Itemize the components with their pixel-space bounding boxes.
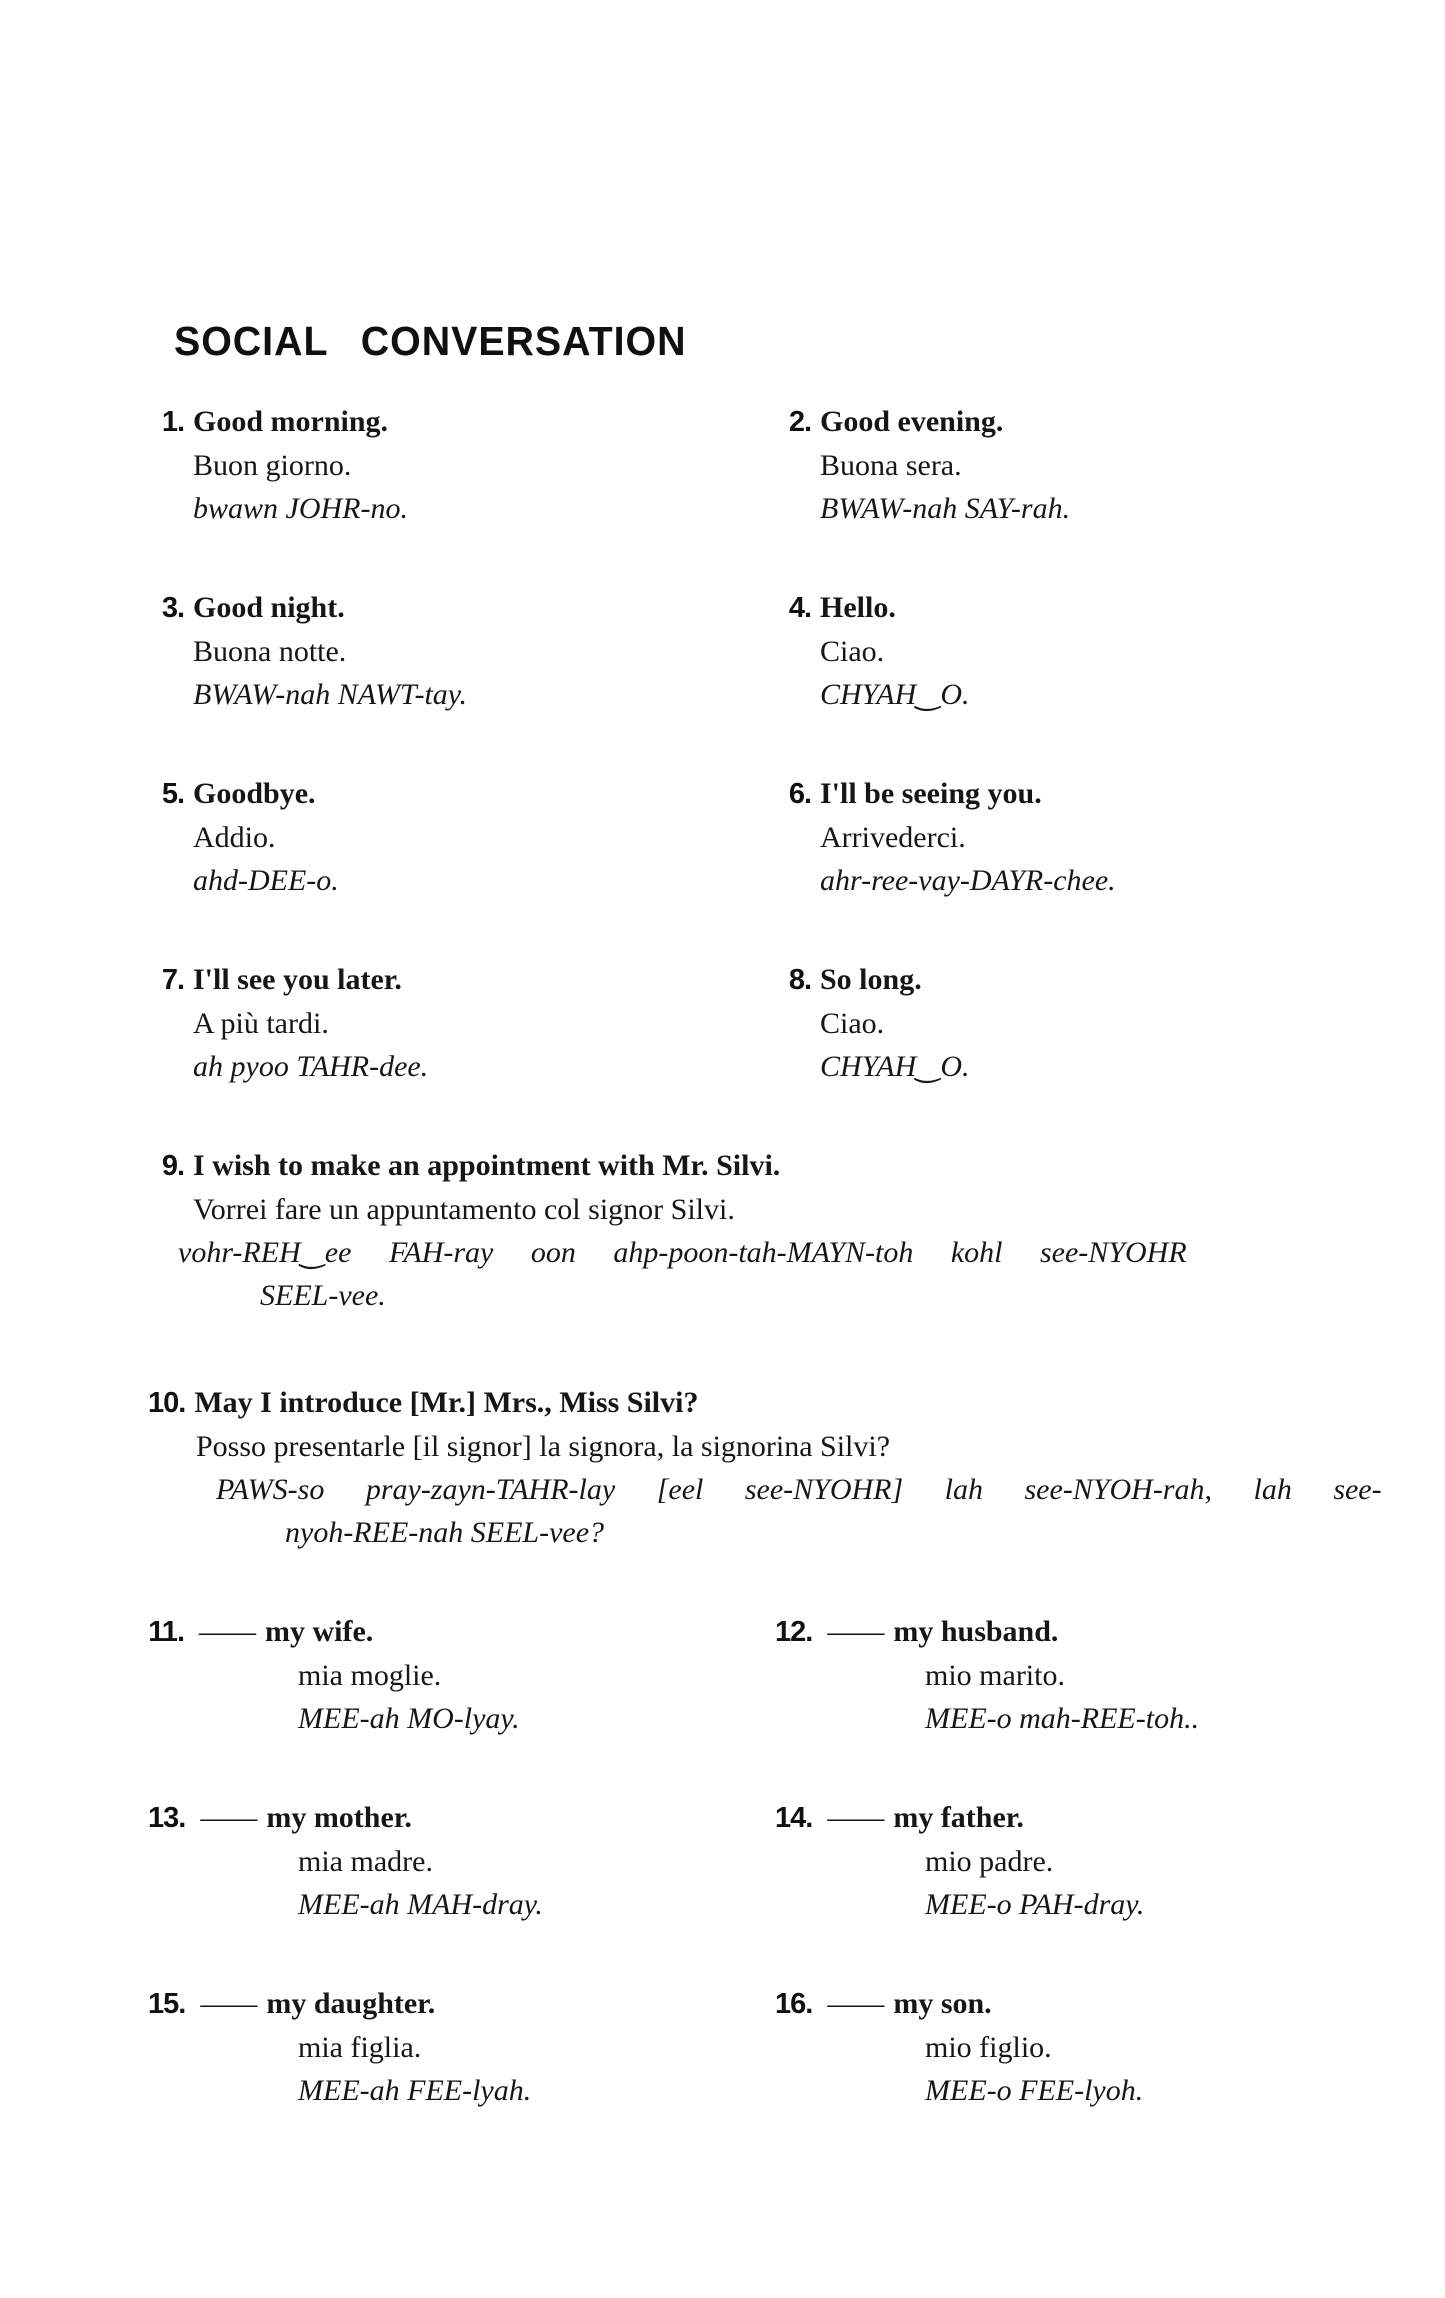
entry-row xyxy=(148,1610,1445,1740)
entry-number: 10. xyxy=(148,1387,186,1419)
entry-english: I'll be seeing you. xyxy=(820,777,1042,810)
entry-italian: Buona sera. xyxy=(820,449,962,482)
entry-italian: mio figlio. xyxy=(925,2031,1052,2064)
entry-row xyxy=(148,400,1445,530)
entry-italian: Posso presentarle [il signor] la signora, la signorina Silvi? xyxy=(196,1430,891,1463)
entry-italian: Buona notte. xyxy=(193,635,347,668)
phrase-entry-8 xyxy=(775,958,1445,1088)
entry-english: May I introduce [Mr.] Mrs., Miss Silvi? xyxy=(194,1386,699,1419)
entry-english: my wife. xyxy=(265,1615,374,1648)
entry-number: 11. xyxy=(148,1616,184,1648)
entry-number: 1. xyxy=(161,406,184,438)
entry-italian: mia madre. xyxy=(298,1845,433,1878)
entry-phonetic: BWAW-nah SAY-rah. xyxy=(820,492,1071,525)
phrase-entry-12 xyxy=(775,1610,1445,1740)
phrase-entry-2 xyxy=(775,400,1445,530)
entry-phonetic: bwawn JOHR-no. xyxy=(193,492,408,525)
entry-row xyxy=(148,1982,1445,2112)
entry-italian: Arrivederci. xyxy=(820,821,966,854)
phrase-entry-16 xyxy=(775,1982,1445,2112)
entry-row xyxy=(148,772,1445,902)
entry-phonetic: ah pyoo TAHR-dee. xyxy=(193,1050,429,1083)
phrase-entry-13 xyxy=(148,1796,775,1926)
phrase-entry-14 xyxy=(775,1796,1445,1926)
entry-number: 7. xyxy=(161,964,184,996)
blank-dash: —— xyxy=(827,1615,882,1648)
entry-row xyxy=(148,1381,1445,1554)
entry-english: Good evening. xyxy=(820,405,1004,438)
entry-english: Hello. xyxy=(820,591,896,624)
entry-italian: A più tardi. xyxy=(193,1007,329,1040)
entry-italian: mio padre. xyxy=(925,1845,1054,1878)
phrase-entry-1 xyxy=(148,400,775,530)
entry-italian: mia moglie. xyxy=(298,1659,442,1692)
entry-english: Goodbye. xyxy=(193,777,316,810)
entry-row xyxy=(148,1144,1445,1317)
phrase-entry-10 xyxy=(148,1381,1445,1554)
entry-phonetic: ahr-ree-vay-DAYR-chee. xyxy=(820,864,1116,897)
blank-dash: —— xyxy=(200,1801,255,1834)
entry-phonetic: MEE-ah MAH-dray. xyxy=(298,1888,543,1921)
entry-italian: Buon giorno. xyxy=(193,449,352,482)
entry-number: 6. xyxy=(788,778,811,810)
entry-english: my father. xyxy=(893,1801,1024,1834)
entry-number: 16. xyxy=(775,1988,813,2020)
entry-number: 15. xyxy=(148,1988,186,2020)
page-title: SOCIAL CONVERSATION xyxy=(174,318,687,364)
entry-italian: Vorrei fare un appuntamento col signor Silvi. xyxy=(193,1193,735,1226)
phrase-entry-7 xyxy=(148,958,775,1088)
entry-row xyxy=(148,1796,1445,1926)
entry-number: 8. xyxy=(788,964,811,996)
phrase-entry-15 xyxy=(148,1982,775,2112)
entry-english: Good night. xyxy=(193,591,345,624)
entry-italian: Addio. xyxy=(193,821,276,854)
entry-phonetic: MEE-o FEE-lyoh. xyxy=(925,2074,1144,2107)
entry-english: I'll see you later. xyxy=(193,963,402,996)
entry-number: 13. xyxy=(148,1802,186,1834)
phrase-entry-11 xyxy=(148,1610,775,1740)
entry-italian: Ciao. xyxy=(820,1007,885,1040)
entry-phonetic-continued: SEEL-vee. xyxy=(260,1279,386,1312)
entry-number: 2. xyxy=(788,406,811,438)
entry-english: my mother. xyxy=(266,1801,412,1834)
entry-phonetic: CHYAH‿O. xyxy=(820,1050,970,1083)
entry-row xyxy=(148,586,1445,716)
phrase-entry-6 xyxy=(775,772,1445,902)
entry-english: my daughter. xyxy=(266,1987,436,2020)
phrase-entry-3 xyxy=(148,586,775,716)
phrase-entry-4 xyxy=(775,586,1445,716)
entry-english: my son. xyxy=(893,1987,992,2020)
entry-italian: mia figlia. xyxy=(298,2031,422,2064)
entry-phonetic: MEE-o mah-REE-toh.. xyxy=(925,1702,1200,1735)
blank-dash: —— xyxy=(200,1987,255,2020)
entry-phonetic: BWAW-nah NAWT-tay. xyxy=(193,678,467,711)
entry-phonetic: vohr-REH‿ee FAH-ray oon ahp-poon-tah-MAYN-toh kohl see-NYOHR xyxy=(178,1236,1187,1269)
entry-english: I wish to make an appointment with Mr. Silvi. xyxy=(193,1149,781,1182)
entry-english: my husband. xyxy=(893,1615,1059,1648)
entry-italian: Ciao. xyxy=(820,635,885,668)
entry-phonetic: MEE-ah FEE-lyah. xyxy=(298,2074,532,2107)
entry-phonetic: PAWS-so pray-zayn-TAHR-lay [eel see-NYOHR] lah see-NYOH-rah, lah see- xyxy=(216,1473,1382,1506)
phrase-entry-9 xyxy=(148,1144,1445,1317)
entry-number: 3. xyxy=(161,592,184,624)
entry-number: 4. xyxy=(788,592,811,624)
entry-phonetic: MEE-o PAH-dray. xyxy=(925,1888,1145,1921)
entry-phonetic-continued: nyoh-REE-nah SEEL-vee? xyxy=(285,1516,605,1549)
blank-dash: —— xyxy=(827,1987,882,2020)
entry-number: 12. xyxy=(775,1616,813,1648)
blank-dash: —— xyxy=(827,1801,882,1834)
phrase-entry-5 xyxy=(148,772,775,902)
entry-phonetic: CHYAH‿O. xyxy=(820,678,970,711)
entry-english: So long. xyxy=(820,963,922,996)
blank-dash: —— xyxy=(199,1615,253,1648)
entry-phonetic: ahd-DEE-o. xyxy=(193,864,339,897)
entry-number: 5. xyxy=(161,778,184,810)
entry-italian: mio marito. xyxy=(925,1659,1065,1692)
entry-phonetic: MEE-ah MO-lyay. xyxy=(298,1702,520,1735)
entry-number: 9. xyxy=(161,1150,184,1182)
entry-english: Good morning. xyxy=(193,405,389,438)
entry-row xyxy=(148,958,1445,1088)
entry-number: 14. xyxy=(775,1802,813,1834)
